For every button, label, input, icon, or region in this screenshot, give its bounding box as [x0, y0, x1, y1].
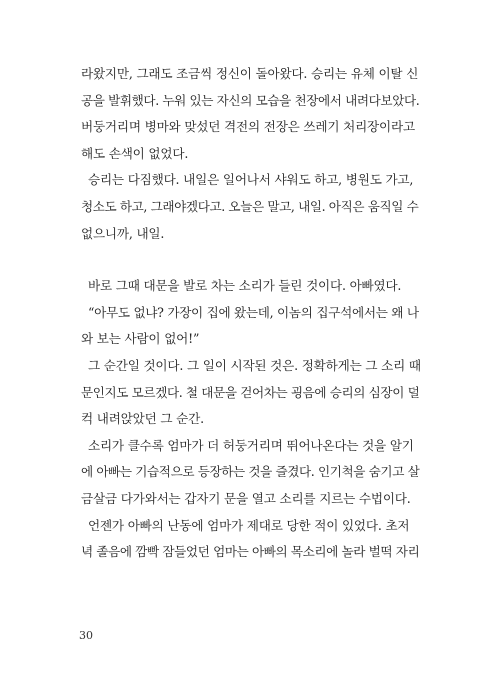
section-break [81, 247, 421, 273]
paragraph-4-dialogue [81, 300, 421, 353]
text-line: 승리는 다짐했다. 내일은 일어나서 샤워도 하고, 병원도 가고, [88, 172, 414, 188]
text-line: 소리가 클수록 엄마가 더 허둥거리며 뛰어나온다는 것을 알기 [88, 437, 414, 453]
paragraph-5 [81, 353, 421, 433]
body-text [81, 61, 421, 566]
text-line: 바로 그때 대문을 발로 차는 소리가 들린 것이다. 아빠였다. [88, 278, 402, 294]
text-line: 버둥거리며 병마와 맞섰던 격전의 전장은 쓰레기 처리장이라고 [81, 119, 415, 135]
text-line: 해도 손색이 없었다. [81, 145, 189, 161]
page-number: 30 [79, 629, 93, 642]
text-line: 그 순간일 것이다. 그 일이 시작된 것은. 정확하게는 그 소리 때 [88, 357, 421, 373]
paragraph-6 [81, 433, 421, 513]
text-line: 없으니까, 내일. [81, 225, 165, 241]
paragraph-7 [81, 513, 421, 566]
text-line: 에 아빠는 기습적으로 등장하는 것을 즐겼다. 인기척을 숨기고 살 [81, 464, 420, 480]
text-line: 와 보는 사람이 없어!” [81, 331, 200, 347]
text-line: 공을 발휘했다. 누워 있는 자신의 모습을 천장에서 내려다보았다. [81, 92, 420, 108]
text-line: 언젠가 아빠의 난동에 엄마가 제대로 당한 적이 있었다. 초저 [88, 517, 410, 533]
text-line: 녁 졸음에 깜빡 잠들었던 엄마는 아빠의 목소리에 놀라 벌떡 자리 [81, 544, 420, 560]
text-line: 문인지도 모르겠다. 철 대문을 걷어차는 굉음에 승리의 심장이 덜 [81, 384, 420, 400]
paragraph-2 [81, 167, 421, 247]
text-line: “아무도 없냐? 가장이 집에 왔는데, 이놈의 집구석에서는 왜 나 [88, 304, 419, 320]
text-line: 컥 내려앉았던 그 순간. [81, 411, 204, 427]
text-line: 청소도 하고, 그래야겠다고. 오늘은 말고, 내일. 아직은 움직일 수 [81, 198, 419, 214]
paragraph-3 [81, 273, 421, 300]
text-line: 금살금 다가와서는 갑자기 문을 열고 소리를 지르는 수법이다. [81, 490, 411, 506]
paragraph-1 [81, 61, 421, 167]
text-line: 라왔지만, 그래도 조금씩 정신이 돌아왔다. 승리는 유체 이탈 신 [81, 66, 419, 81]
